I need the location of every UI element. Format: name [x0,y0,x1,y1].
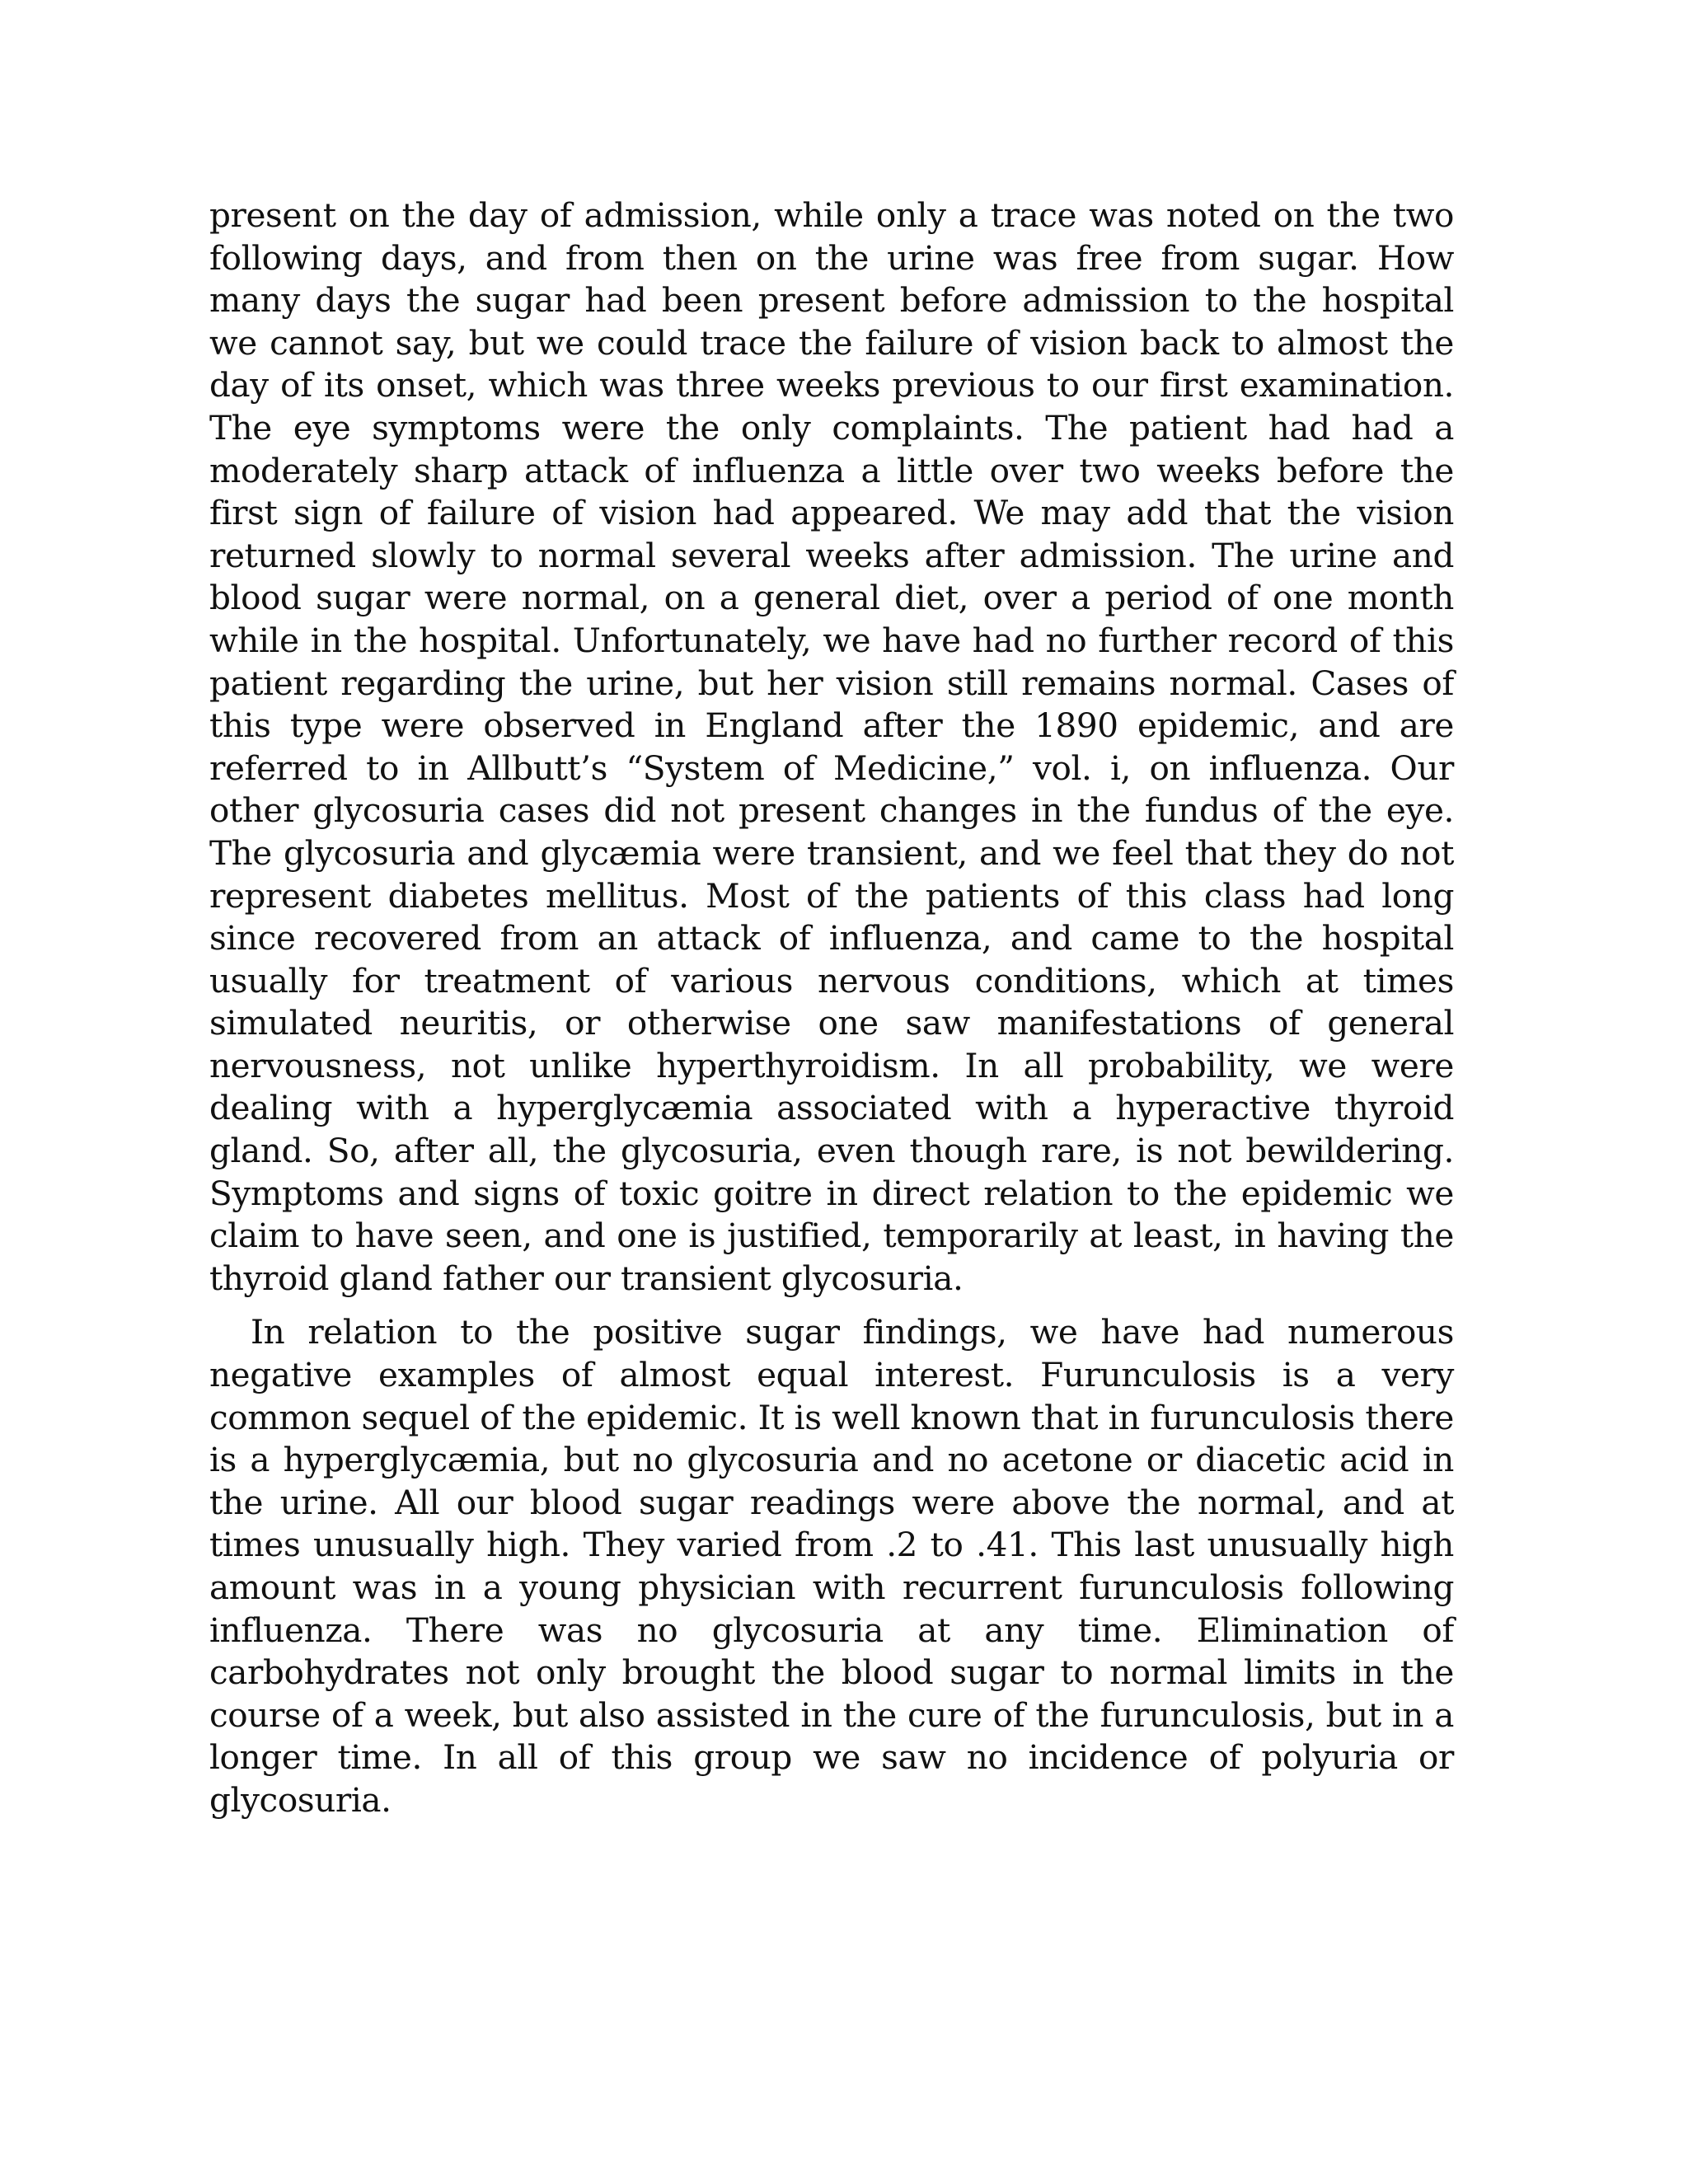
document-page [209,194,1454,1822]
body-paragraph-1: present on the day of admission, while only a trace was noted on the two following days, and from then on the urine was free from sugar. How many days the sugar had been present before admission to the hospital we cannot say, but we could trace the failure of vision back to almost the day of its onset, which was three weeks previous to our first examination. The eye symptoms were the only complaints. The patient had had a moderately sharp attack of influenza a little over two weeks before the first sign of failure of vision had appeared. We may add that the vision returned slowly to normal several weeks after admission. The urine and blood sugar were normal, on a general diet, over a period of one month while in the hospital. Unfortunately, we have had no further record of this patient regarding the urine, but her vision still remains normal. Cases of this type were observed in England after the 1890 epidemic, and are referred to in Allbutt’s “System of Medicine,” vol. i, on influenza. Our other glycosuria cases did not present changes in the fundus of the eye. The glycosuria and glycæmia were transient, and we feel that they do not represent diabetes mellitus. Most of the patients of this class had long since recovered from an attack of influenza, and came to the hospital usually for treatment of various nervous conditions, which at times simulated neuritis, or otherwise one saw manifestations of general nervousness, not unlike hyperthyroidism. In all probability, we were dealing with a hyperglycæmia associated with a hyperactive thyroid gland. So, after all, the glycosuria, even though rare, is not bewildering. Symptoms and signs of toxic goitre in direct relation to the epidemic we claim to have seen, and one is justified, temporarily at least, in having the thyroid gland father our transient glycosuria. [209,195,1454,1298]
body-paragraph-2: In relation to the positive sugar findings, we have had numerous negative examples of almost equal interest. Furunculosis is a very common sequel of the epidemic. It is well known that in furunculosis there is a hyperglycæmia, but no glycosuria and no acetone or diacetic acid in the urine. All our blood sugar readings were above the normal, and at times unusually high. They varied from .2 to .41. This last unusually high amount was in a young physician with recurrent furunculosis following influenza. There was no glycosuria at any time. Elimination of carbohydrates not only brought the blood sugar to normal limits in the course of a week, but also assisted in the cure of the furunculosis, but in a longer time. In all of this group we saw no incidence of polyuria or glycosuria. [209,1312,1454,1820]
